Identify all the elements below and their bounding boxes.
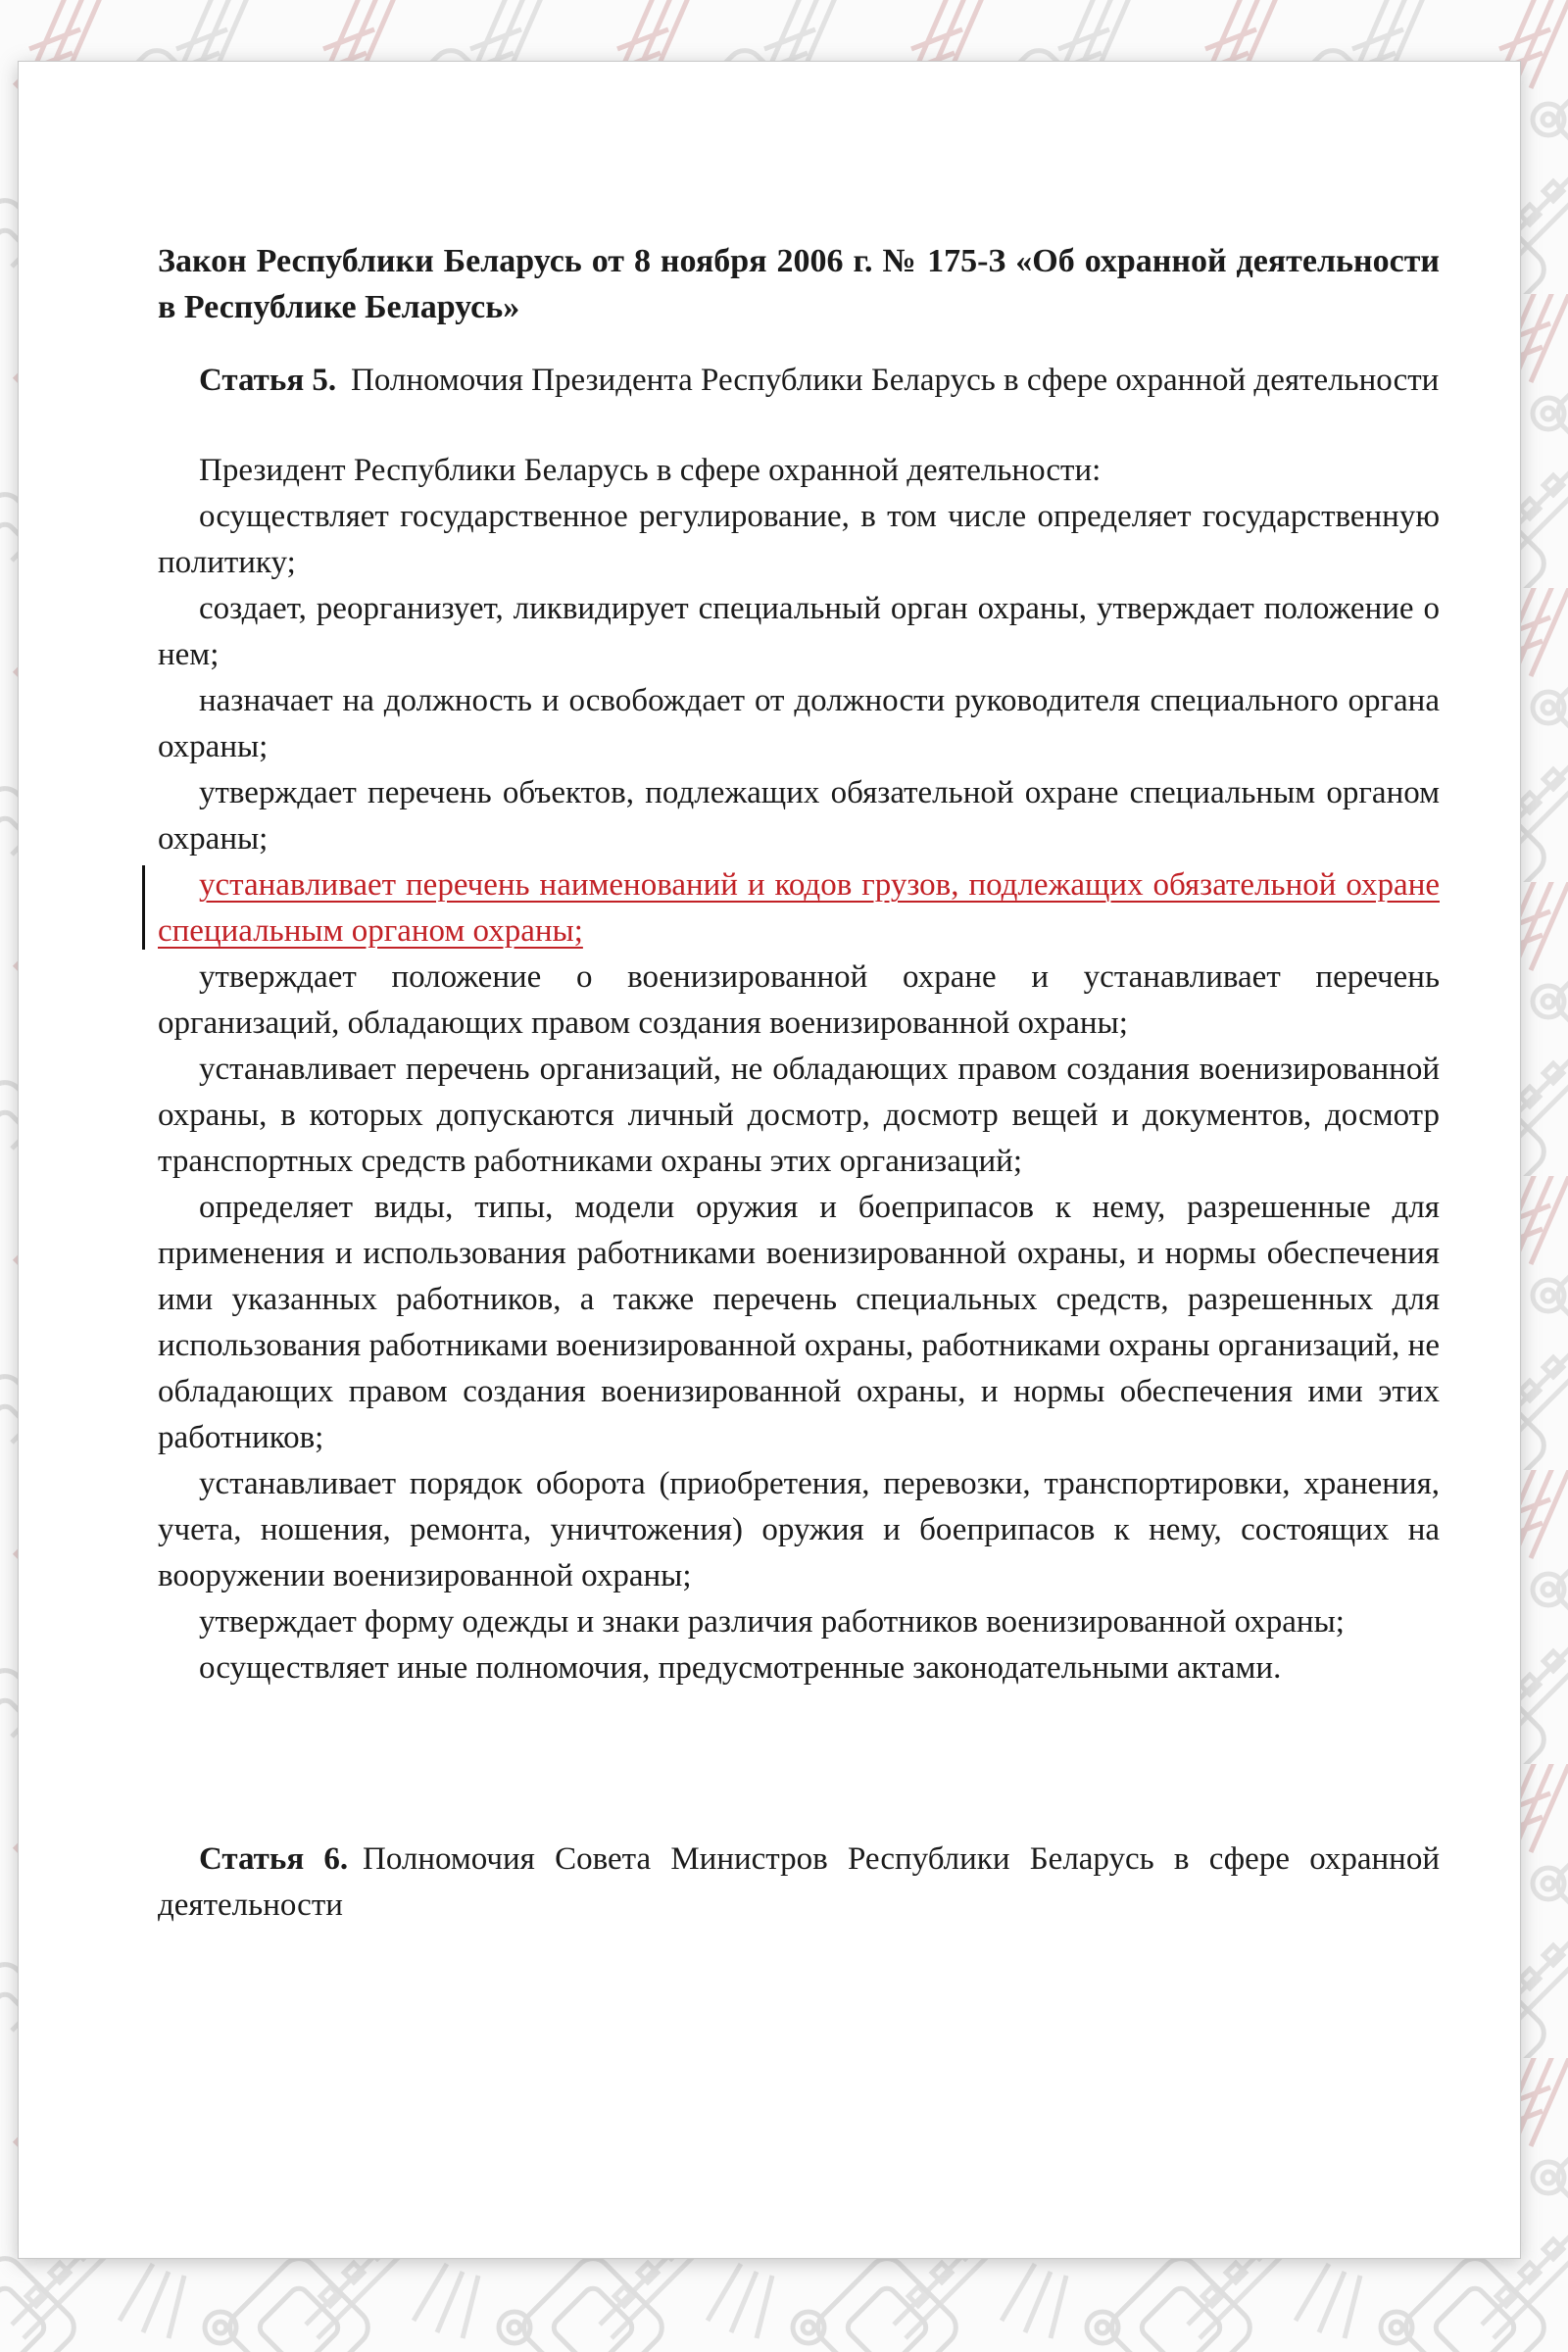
amended-paragraph: устанавливает перечень наименований и кодов грузов, подлежащих обязательной охране специальным органом охраны;: [158, 867, 1440, 949]
paragraph: утверждает форму одежды и знаки различия работников военизированной охраны;: [199, 1604, 1345, 1640]
amendment-block: [158, 862, 1440, 955]
article-6-heading-text: Полномочия Совета Министров Республики Беларусь в сфере охранной деятельности: [158, 1841, 1440, 1923]
law-title: Закон Республики Беларусь от 8 ноября 2006 г. № 175-З «Об охранной деятельности в Республике Беларусь»: [158, 243, 1440, 325]
paragraph: назначает на должность и освобождает от должности руководителя специального органа охраны;: [158, 683, 1440, 764]
document-page: [18, 61, 1521, 2259]
article-5-label: Статья 5.: [199, 363, 337, 398]
paragraph: устанавливает перечень организаций, не обладающих правом создания военизированной охраны, в которых допускаются личный досмотр, досмотр вещей и документов, досмотр транспортных средств работниками охраны этих организаций;: [158, 1052, 1440, 1179]
paragraph: устанавливает порядок оборота (приобретения, перевозки, транспортировки, хранения, учета, ношения, ремонта, уничтожения) оружия и боеприпасов к нему, состоящих на вооружении военизированной охраны;: [158, 1466, 1440, 1593]
paragraph: осуществляет иные полномочия, предусмотренные законодательными актами.: [199, 1650, 1282, 1686]
intro-paragraph: Президент Республики Беларусь в сфере охранной деятельности:: [199, 453, 1102, 488]
paragraph: определяет виды, типы, модели оружия и боеприпасов к нему, разрешенные для применения и использования работниками военизированной охраны, и нормы обеспечения ими указанных работников, а также перечень специальных средств, разрешенных для использования работниками военизированной охраны, работниками охраны организаций, не обладающих правом создания военизированной охраны, и нормы обеспечения ими этих работников;: [158, 1190, 1440, 1455]
paragraph: утверждает перечень объектов, подлежащих обязательной охране специальным органом охраны;: [158, 775, 1440, 857]
change-bar: [142, 865, 145, 950]
article-6-heading: [158, 1837, 1440, 1929]
article-5-heading-text: Полномочия Президента Республики Беларусь в сфере охранной деятельности: [351, 363, 1440, 398]
paragraph: создает, реорганизует, ликвидирует специальный орган охраны, утверждает положение о нем;: [158, 591, 1440, 672]
document-text-block: [158, 238, 1440, 1929]
paragraph: осуществляет государственное регулирование, в том числе определяет государственную политику;: [158, 499, 1440, 580]
paragraph: утверждает положение о военизированной охране и устанавливает перечень организаций, обладающих правом создания военизированной охраны;: [158, 959, 1440, 1041]
article-6-label: Статья 6.: [199, 1841, 349, 1877]
article-5-heading: [158, 358, 1440, 404]
